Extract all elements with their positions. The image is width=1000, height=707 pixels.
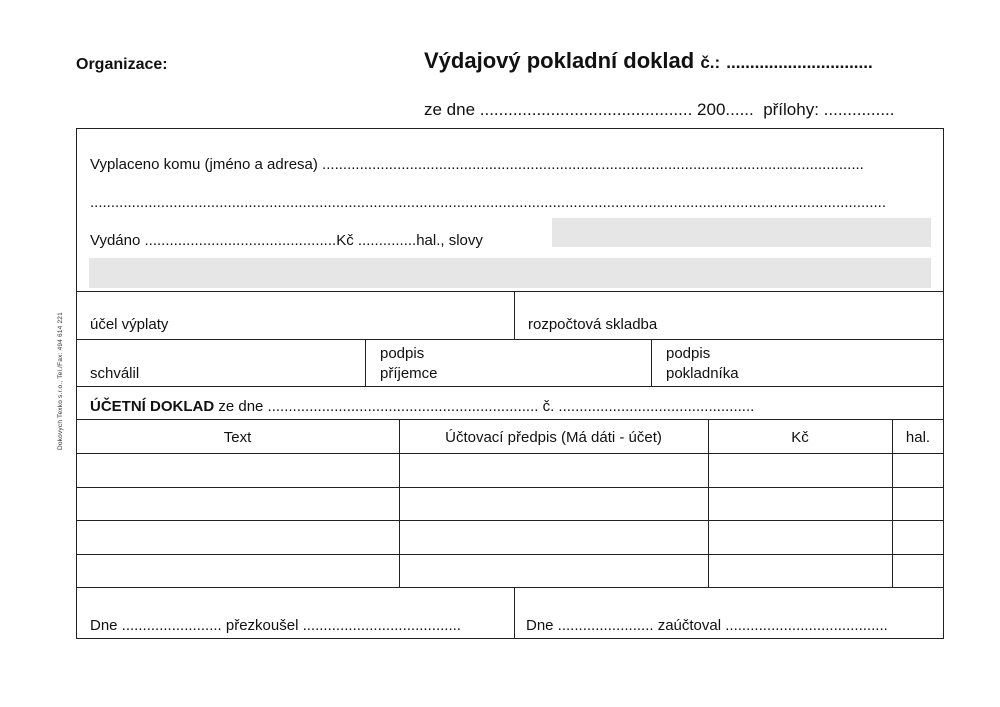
divider (514, 291, 515, 339)
approved-label: schválil (90, 365, 140, 382)
issued-amount-line: Vydáno ..............................................Kč ..............hal., slovy (90, 232, 483, 249)
payee-line-2: ............................................................................................................................................................................................... (90, 194, 886, 211)
divider (76, 419, 944, 420)
recipient-signature-label: podpis (380, 345, 425, 362)
accounting-row (90, 398, 754, 415)
footer-checked-by: Dne ........................ přezkoušel ...................................... (90, 617, 461, 634)
divider (365, 339, 366, 386)
divider (514, 587, 515, 639)
side-printer-text: Dokovych Texko s.r.o., Tel./Fax: 494 614 221 (57, 312, 64, 450)
organization-label: Organizace: (76, 56, 168, 73)
divider (76, 520, 944, 521)
cashier-signature-label: podpis (666, 345, 711, 362)
amount-words-box-2 (89, 258, 931, 288)
document-title: Výdajový pokladní doklad (424, 48, 695, 73)
attachments-field: přílohy: ............... (763, 100, 895, 119)
budget-label: rozpočtová skladba (528, 316, 658, 333)
cashier-label: pokladníka (666, 365, 739, 382)
table-header-posting: Účtovací předpis (Má dáti - účet) (445, 429, 662, 446)
purpose-label: účel výplaty (90, 316, 169, 333)
divider (76, 487, 944, 488)
table-header-text: Text (223, 429, 252, 446)
payee-line-1: Vyplaceno komu (jméno a adresa) .................................................................................................................................. (90, 156, 864, 173)
number-dots: ............................... (726, 53, 873, 72)
amount-words-box (552, 218, 931, 247)
divider (76, 291, 944, 292)
document-title-row (424, 48, 873, 74)
divider (76, 554, 944, 555)
divider (651, 339, 652, 386)
recipient-label: příjemce (380, 365, 438, 382)
number-label: č.: (700, 53, 721, 72)
accounting-date: ze dne ................................................................. č. ............................................... (214, 398, 755, 415)
accounting-label: ÚČETNÍ DOKLAD (90, 398, 215, 415)
table-header-hal: hal. (905, 429, 931, 446)
divider (76, 453, 944, 454)
divider (76, 587, 944, 588)
divider (76, 386, 944, 387)
date-field: ze dne ............................................. 200...... (424, 100, 754, 119)
date-line (424, 100, 895, 120)
footer-posted-by: Dne ....................... zaúčtoval ....................................... (526, 617, 888, 634)
divider (76, 339, 944, 340)
table-header-kc: Kč (791, 429, 809, 446)
